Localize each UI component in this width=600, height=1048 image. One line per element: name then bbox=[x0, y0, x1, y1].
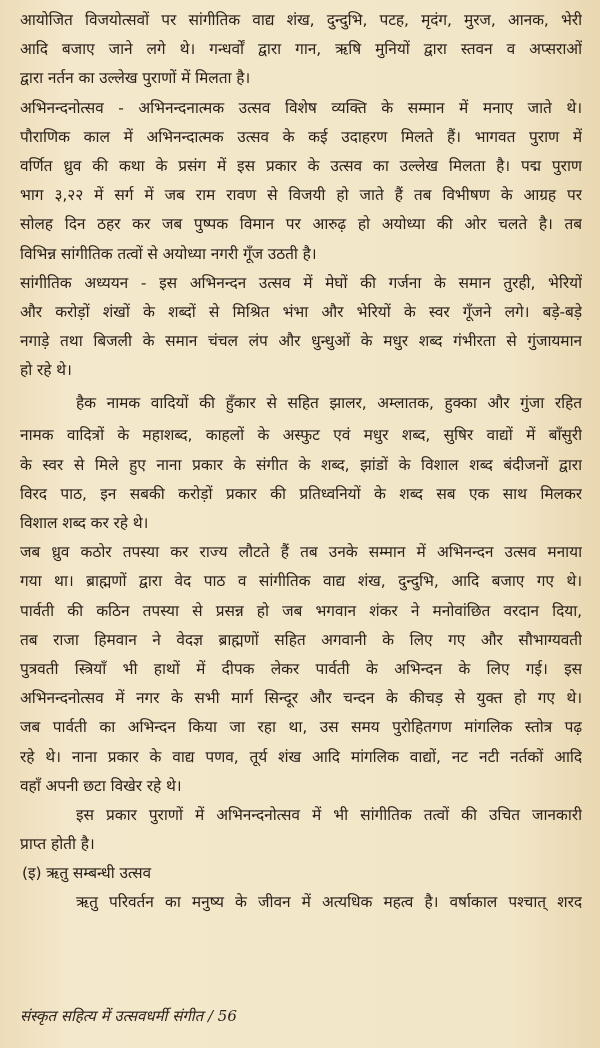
text-line-19: जब ध्रुव कठोर तपस्या कर राज्य लौटते हैं तब उनके सम्मान में अभिनन्दन उत्सव मनाया bbox=[20, 543, 582, 562]
text-line-26: रहे थे। नाना प्रकार के वाद्य पणव, तूर्य शंख आदि मांगलिक वाद्यों, नट नटी नर्तकों आदि bbox=[20, 747, 582, 766]
text-line-29: प्राप्त होती है। bbox=[20, 835, 95, 854]
text-line-28: इस प्रकार पुराणों में अभिनन्दनोत्सव में भी सांगीतिक तत्वों की उचित जानकारी bbox=[76, 805, 582, 824]
text-line-31: ऋतु परिवर्तन का मनुष्य के जीवन में अत्यधिक महत्व है। वर्षाकाल पश्चात् शरद bbox=[76, 893, 582, 912]
text-line-18: विशाल शब्द कर रहे थे। bbox=[20, 514, 149, 532]
text-line-16: के स्वर से मिले हुए नाना प्रकार के संगीत के शब्द, झांडों के विशाल शब्द बंदीजनों द्वारा bbox=[20, 455, 582, 474]
text-line-13: हो रहे थे। bbox=[20, 361, 72, 380]
text-line-27: वहाँ अपनी छटा विखेर रहे थे। bbox=[20, 776, 182, 795]
section-heading: (इ) ऋतु सम्बन्धी उत्सव bbox=[22, 864, 152, 883]
text-line-2: आदि बजाए जाने लगे थे। गन्धर्वों द्वारा गान, ऋषि मुनियों द्वारा स्तवन व अप्सराओं bbox=[20, 40, 582, 59]
text-line-21: पार्वती की कठिन तपस्या से प्रसन्न हो जब भगवान शंकर ने मनोवांछित वरदान दिया, bbox=[20, 601, 582, 620]
text-line-5: पौराणिक काल में अभिनन्दात्मक उत्सव के कई उदाहरण मिलते हैं। भागवत पुराण में bbox=[20, 127, 582, 146]
text-line-1: आयोजित विजयोत्सवों पर सांगीतिक वाद्य शंख, दुन्दुभि, पटह, मृदंग, मुरज, आनक, भेरी bbox=[20, 11, 582, 29]
text-line-7: भाग ३,२२ में सर्ग में जब राम रावण से विजयी हो जाते हैं तब विभीषण के आग्रह पर bbox=[20, 186, 582, 205]
text-line-25: जब पार्वती का अभिन्दन किया जा रहा था, उस समय पुरोहितगण मांगलिक स्तोत्र पढ़ bbox=[20, 718, 582, 737]
text-line-9: विभिन्न सांगीतिक तत्वों से अयोध्या नगरी गूँज उठती है। bbox=[20, 244, 317, 263]
text-line-11: और करोड़ों शंखों के शब्दों से मिश्रित भंभा और भेरियों के स्वर गूँजने लगे। बड़े-बड़े bbox=[20, 302, 582, 321]
text-line-23: पुत्रवती स्त्रियाँ भी हाथों में दीपक लेकर पार्वती के अभिन्दन के लिए गई। इस bbox=[20, 659, 582, 678]
page-footer-running-title: संस्कृत सहित्य में उत्सवधर्मी संगीत / 56 bbox=[20, 1007, 237, 1025]
text-line-14: हैक नामक वादियों की हुँकार से सहित झालर, अम्लातक, हुक्का और गुंजा रहित bbox=[76, 394, 582, 413]
text-line-12: नगाड़े तथा बिजली के समान चंचल लंप और धुन्धुओं के मधुर शब्द गंभीरता से गुंजायमान bbox=[20, 332, 582, 351]
text-line-8: सोलह दिन ठहर कर जब पुष्पक विमान पर आरुढ़ हो अयोध्या की ओर चलते है। तब bbox=[20, 215, 582, 234]
text-line-22: तब राजा हिमवान ने वेदज्ञ ब्राह्मणों सहित अगवानी के लिए गए और सौभाग्यवती bbox=[20, 630, 582, 649]
text-line-15: नामक वादित्रों के महाशब्द, काहलों के अस्फुट एवं मधुर शब्द, सुषिर वाद्यों में बाँसुरी bbox=[20, 426, 582, 445]
text-line-17: विरद पाठ, इन सबकी करोड़ों प्रकार की प्रतिध्वनियों के शब्द सब एक साथ मिलकर bbox=[20, 484, 582, 503]
text-line-24: अभिनन्दनोत्सव में नगर के सभी मार्ग सिन्दूर और चन्दन के कीचड़ से युक्त हो गए थे। bbox=[20, 689, 582, 708]
text-line-3: द्वारा नर्तन का उल्लेख पुराणों में मिलता है। bbox=[20, 69, 251, 88]
text-line-10: सांगीतिक अध्ययन - इस अभिनन्दन उत्सव में मेघों की गर्जना के समान तुरही, भेरियों bbox=[20, 273, 582, 292]
text-line-4: अभिनन्दनोत्सव - अभिनन्दनात्मक उत्सव विशेष व्यक्ति के सम्मान में मनाए जाते थे। bbox=[20, 98, 582, 117]
text-line-20: गया था। ब्राह्मणों द्वारा वेद पाठ व सांगीतिक वाद्य शंख, दुन्दुभि, आदि बजाए गए थे। bbox=[20, 572, 582, 591]
text-line-6: वर्णित ध्रुव की कथा के प्रसंग में इस प्रकार के उत्सव का उल्लेख मिलता है। पद्म पुराण bbox=[20, 156, 582, 175]
